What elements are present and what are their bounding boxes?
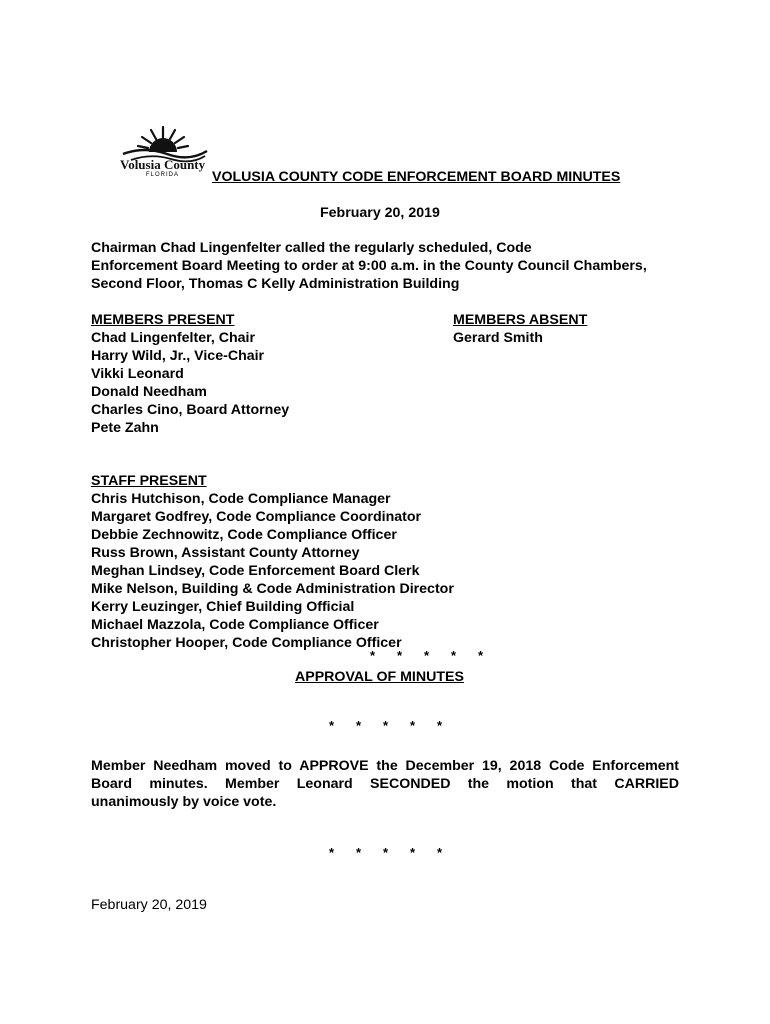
intro-line: Enforcement Board Meeting to order at 9:00 a.m. in the County Council Chambers, bbox=[91, 258, 647, 274]
staff-name: Christopher Hooper, Code Compliance Officer bbox=[91, 635, 402, 651]
separator-star: * bbox=[436, 718, 443, 733]
intro-paragraph bbox=[91, 239, 647, 293]
document-title: VOLUSIA COUNTY CODE ENFORCEMENT BOARD MINUTES bbox=[212, 169, 621, 185]
members-present-section bbox=[91, 311, 289, 437]
separator-star: * bbox=[423, 648, 430, 663]
member-name: Chad Lingenfelter, Chair bbox=[91, 330, 255, 346]
staff-name: Chris Hutchison, Code Compliance Manager bbox=[91, 491, 391, 507]
separator-stars bbox=[318, 718, 453, 733]
member-name: Donald Needham bbox=[91, 384, 207, 400]
separator-star: * bbox=[436, 845, 443, 860]
county-logo bbox=[115, 124, 215, 186]
meeting-date: February 20, 2019 bbox=[320, 205, 440, 221]
staff-name: Mike Nelson, Building & Code Administration Director bbox=[91, 581, 454, 597]
approval-paragraph bbox=[91, 757, 679, 811]
separator-star: * bbox=[355, 718, 362, 733]
approval-line: unanimously by voice vote. bbox=[91, 794, 277, 810]
footer-date: February 20, 2019 bbox=[91, 897, 207, 913]
absent-member-name: Gerard Smith bbox=[453, 330, 543, 346]
approval-heading: APPROVAL OF MINUTES bbox=[295, 669, 464, 685]
separator-star: * bbox=[355, 845, 362, 860]
separator-star: * bbox=[382, 718, 389, 733]
separator-star: * bbox=[328, 845, 335, 860]
staff-present-heading: STAFF PRESENT bbox=[91, 473, 207, 489]
separator-star: * bbox=[409, 845, 416, 860]
separator-star: * bbox=[328, 718, 335, 733]
members-absent-heading: MEMBERS ABSENT bbox=[453, 312, 588, 328]
member-name: Harry Wild, Jr., Vice-Chair bbox=[91, 348, 265, 364]
separator-stars bbox=[359, 648, 494, 663]
separator-stars bbox=[318, 845, 453, 860]
member-name: Vikki Leonard bbox=[91, 366, 184, 382]
logo-state: FLORIDA bbox=[146, 172, 180, 178]
staff-name: Michael Mazzola, Code Compliance Officer bbox=[91, 617, 379, 633]
members-absent-section bbox=[453, 311, 587, 347]
separator-star: * bbox=[396, 648, 403, 663]
staff-name: Kerry Leuzinger, Chief Building Official bbox=[91, 599, 355, 615]
member-name: Charles Cino, Board Attorney bbox=[91, 402, 290, 418]
approval-line: Board minutes. Member Leonard SECONDED the motion that CARRIED bbox=[91, 776, 679, 792]
member-name: Pete Zahn bbox=[91, 420, 159, 436]
staff-name: Margaret Godfrey, Code Compliance Coordinator bbox=[91, 509, 422, 525]
staff-name: Debbie Zechnowitz, Code Compliance Officer bbox=[91, 527, 397, 543]
members-present-heading: MEMBERS PRESENT bbox=[91, 312, 235, 328]
intro-line: Second Floor, Thomas C Kelly Administration Building bbox=[91, 276, 460, 292]
separator-star: * bbox=[450, 648, 457, 663]
staff-present-section bbox=[91, 472, 454, 652]
approval-line: Member Needham moved to APPROVE the December 19, 2018 Code Enforcement bbox=[91, 758, 679, 774]
separator-star: * bbox=[369, 648, 376, 663]
separator-star: * bbox=[382, 845, 389, 860]
intro-line: Chairman Chad Lingenfelter called the regularly scheduled, Code bbox=[91, 240, 532, 256]
separator-star: * bbox=[409, 718, 416, 733]
staff-name: Meghan Lindsey, Code Enforcement Board Clerk bbox=[91, 563, 420, 579]
staff-name: Russ Brown, Assistant County Attorney bbox=[91, 545, 360, 561]
separator-star: * bbox=[477, 648, 484, 663]
logo-name: Volusia County bbox=[120, 157, 206, 172]
